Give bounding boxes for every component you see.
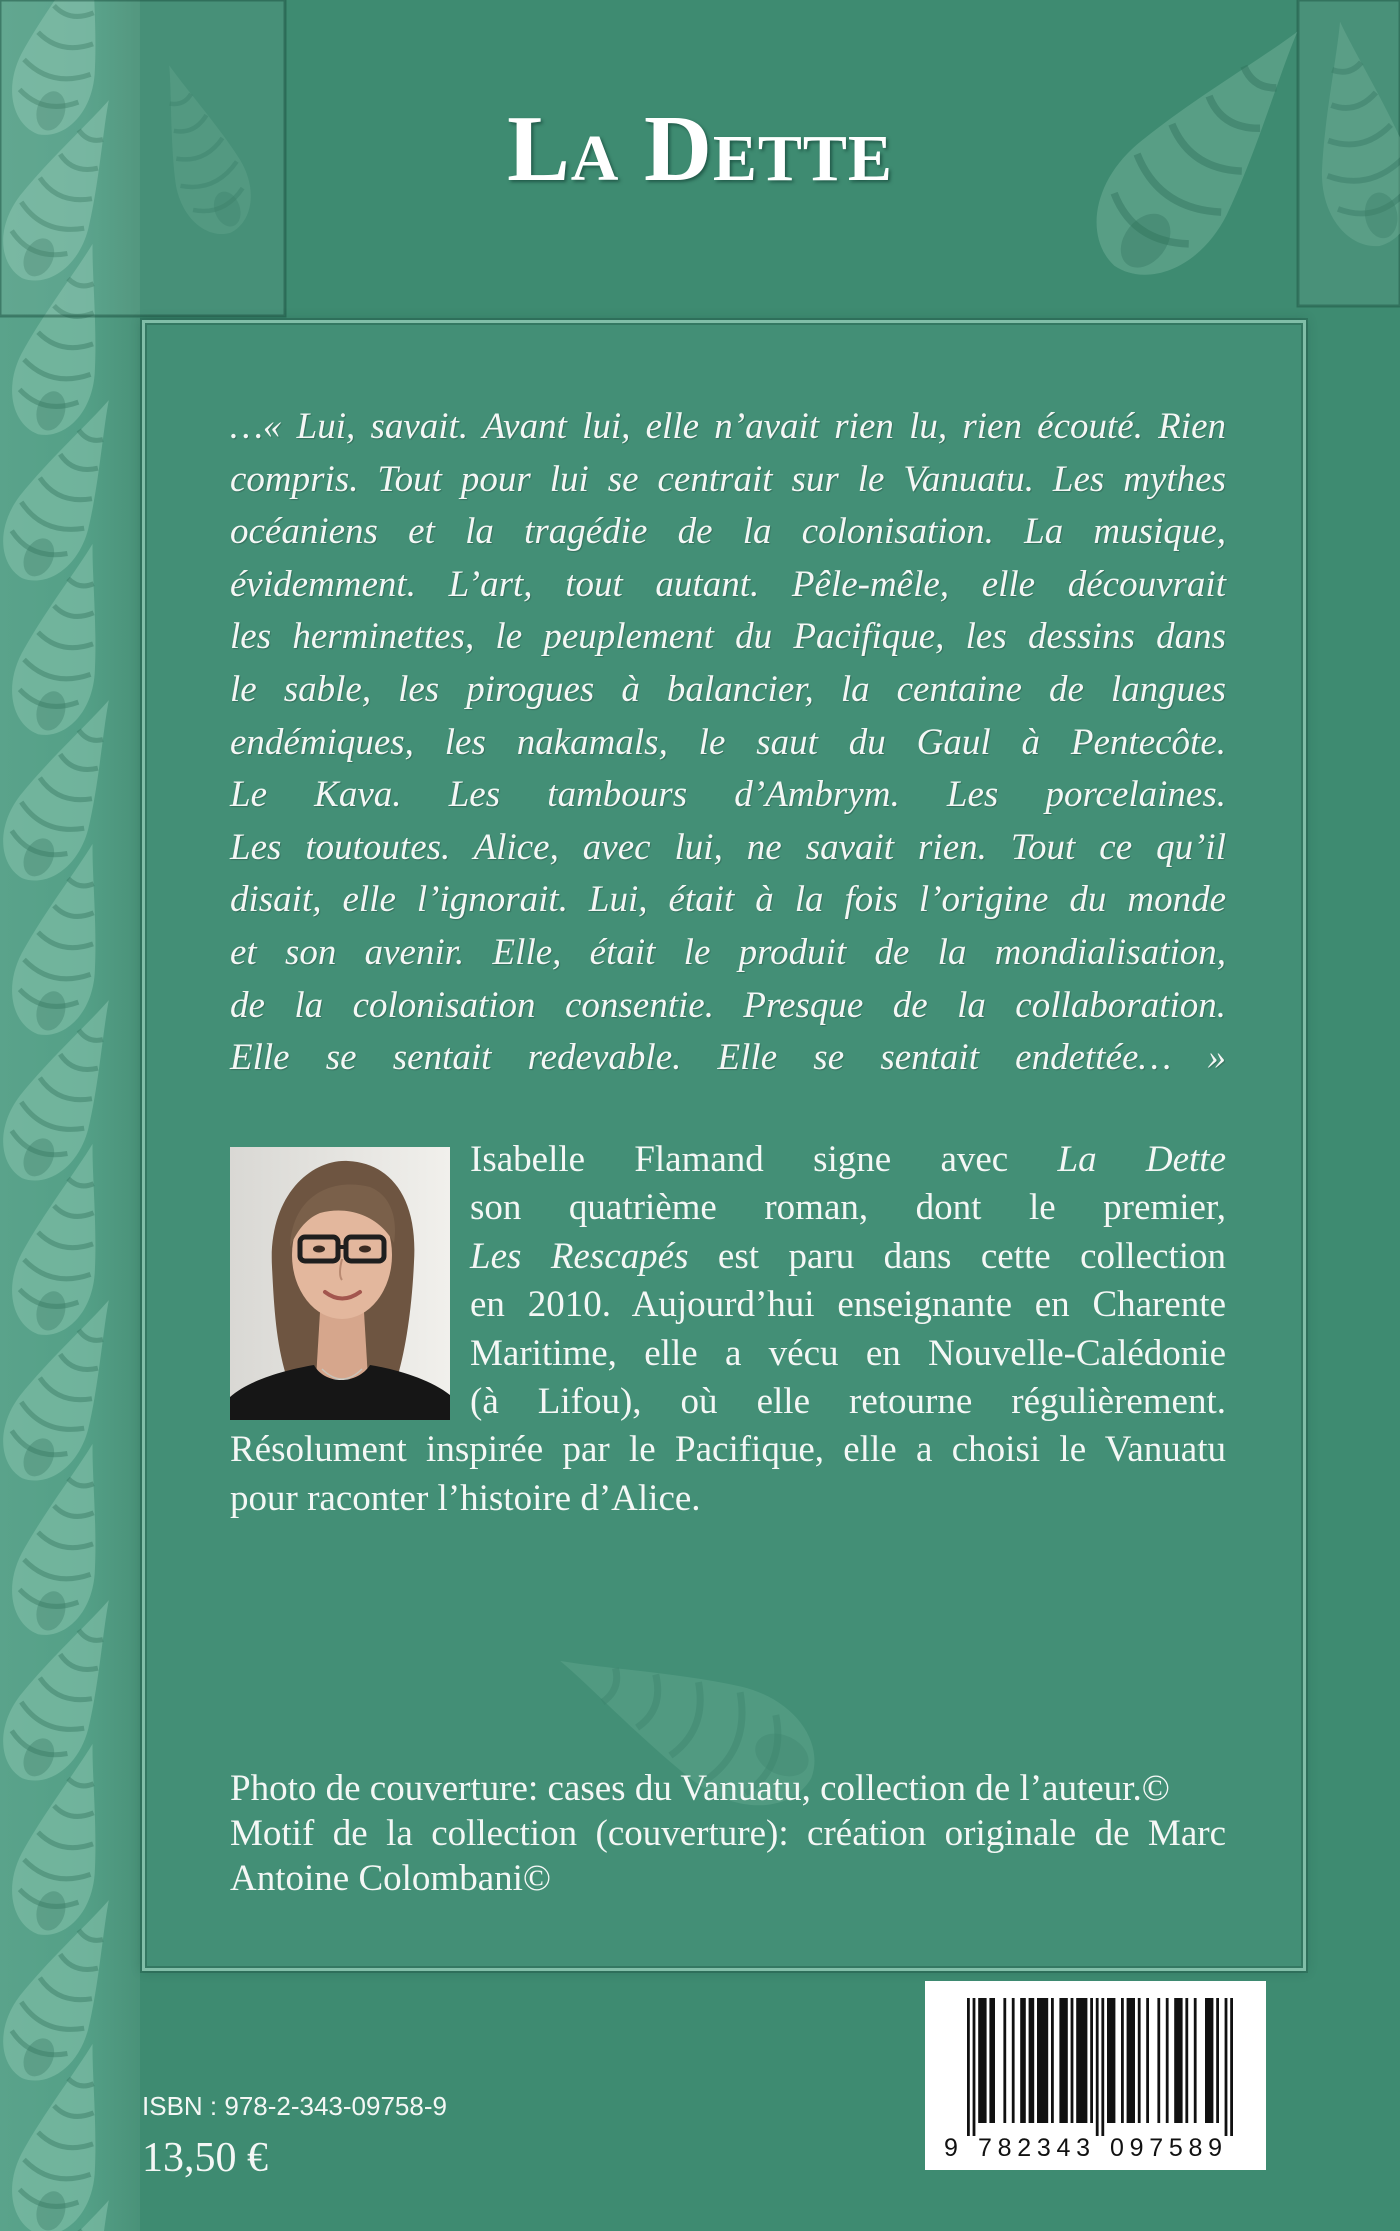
bio-text: est paru dans cette collection: [717, 1235, 1226, 1277]
barcode-bar: [973, 1998, 976, 2136]
bio-line: [230, 1426, 1226, 1474]
bio-line: [470, 1378, 1226, 1426]
quote-line: et son avenir. Elle, était le produit de la mondialisation,: [230, 931, 1226, 973]
author-photo: [230, 1147, 450, 1420]
barcode-bars: [967, 1998, 1233, 2136]
barcode-bar: [1146, 1998, 1149, 2123]
barcode-bar: [1059, 1998, 1067, 2123]
quote-line: …« Lui, savait. Avant lui, elle n’avait rien lu, rien écouté. Rien: [230, 406, 1226, 447]
quote-line: les herminettes, le peuplement du Pacifique, les dessins dans: [230, 616, 1226, 658]
barcode-bar: [1121, 1998, 1124, 2123]
quote-line: de la colonisation consentie. Presque de la collaboration.: [230, 984, 1226, 1026]
barcode-bar: [1029, 1998, 1035, 2123]
bio-text: pour raconter l’histoire d’Alice.: [230, 1477, 701, 1519]
barcode-bar: [1096, 1998, 1099, 2136]
bio-text: en 2010. Aujourd’hui enseignante en Charente: [470, 1284, 1226, 1326]
barcode-left-group: 782343: [978, 2134, 1090, 2162]
quote-line: compris. Tout pour lui se centrait sur le Vanuatu. Les mythes: [230, 458, 1226, 500]
bio-text: (à Lifou), où elle retourne régulièrement.: [470, 1380, 1226, 1422]
ean-barcode: [925, 1981, 1266, 2170]
bio-line: [470, 1233, 1226, 1281]
barcode-bar: [1051, 1998, 1054, 2123]
barcode-right-group: 097589: [1110, 2134, 1222, 2162]
quote-line: disait, elle l’ignorait. Lui, était à la fois l’origine du monde: [230, 879, 1226, 921]
barcode-bar: [1071, 1998, 1074, 2123]
bio-text: son quatrième roman, dont le premier,: [470, 1187, 1226, 1229]
photo-credit: Photo de couverture: cases du Vanuatu, collection de l’auteur.©: [230, 1767, 1170, 1809]
barcode-bar: [1174, 1998, 1182, 2123]
barcode-bar: [1090, 1998, 1093, 2123]
barcode-bar: [1127, 1998, 1135, 2123]
book-title-italic: Les Rescapés: [470, 1235, 689, 1277]
price: 13,50 €: [142, 2135, 268, 2181]
quote-line: endémiques, les nakamals, le saut du Gaul à Pentecôte.: [230, 721, 1226, 763]
bio-line: [470, 1281, 1226, 1329]
excerpt-quote: [230, 401, 1226, 1085]
bio-text: Résolument inspirée par le Pacifique, elle a choisi le Vanuatu: [230, 1429, 1226, 1471]
barcode-bar: [1205, 1998, 1213, 2123]
barcode-bar: [1225, 1998, 1228, 2136]
author-bio-continued: [230, 1426, 1226, 1523]
barcode-bar: [1230, 1998, 1233, 2136]
barcode-bar: [1003, 1998, 1006, 2123]
barcode-bar: [1138, 1998, 1141, 2123]
barcode-bar: [1101, 1998, 1104, 2136]
quote-line: Le Kava. Les tambours d’Ambrym. Les porcelaines.: [230, 774, 1226, 816]
bio-text: Isabelle Flamand signe avec: [470, 1139, 1009, 1180]
quote-line: océaniens et la tragédie de la colonisation. La musique,: [230, 511, 1226, 553]
barcode-lead-digit: 9: [944, 2134, 958, 2162]
book-title-italic: La Dette: [1057, 1139, 1226, 1180]
bio-line: [470, 1184, 1226, 1232]
quote-line: Les toutoutes. Alice, avec lui, ne savait rien. Tout ce qu’il: [230, 826, 1226, 868]
bio-line: [230, 1475, 1226, 1523]
motif-credit-line: Antoine Colombani©: [230, 1857, 552, 1899]
neck: [316, 1312, 368, 1379]
isbn-number: ISBN : 978-2-343-09758-9: [142, 2091, 447, 2121]
barcode-bar: [989, 1998, 995, 2123]
barcode-bar: [1157, 1998, 1160, 2123]
cover-credits: [230, 1766, 1226, 1901]
barcode-bar: [1020, 1998, 1026, 2123]
barcode-bar: [1012, 1998, 1015, 2123]
barcode-bar: [978, 1998, 986, 2123]
quote-line: Elle se sentait redevable. Elle se sentait endettée… »: [230, 1037, 1226, 1079]
bio-text: Maritime, elle a vécu en Nouvelle-Calédonie: [470, 1332, 1226, 1374]
barcode-bar: [1185, 1998, 1188, 2123]
barcode-graphic: [925, 1981, 1266, 2170]
barcode-bar: [1037, 1998, 1048, 2123]
barcode-bar: [1076, 1998, 1087, 2123]
barcode-bar: [1107, 1998, 1115, 2123]
quote-line: évidemment. L’art, tout autant. Pêle-mêle, elle découvrait: [230, 563, 1226, 605]
eye-right: [359, 1246, 371, 1253]
barcode-bar: [1194, 1998, 1197, 2123]
barcode-bar: [1166, 1998, 1169, 2123]
eye-left: [313, 1246, 325, 1253]
barcode-bar: [1216, 1998, 1219, 2123]
motif-credit-line: Motif de la collection (couverture): création originale de Marc: [230, 1812, 1226, 1854]
bio-line: [470, 1330, 1226, 1378]
quote-line: le sable, les pirogues à balancier, la centaine de langues: [230, 668, 1226, 710]
book-title: La Dette: [507, 97, 893, 201]
bio-line: [470, 1136, 1226, 1184]
author-bio: [470, 1136, 1226, 1426]
barcode-bar: [967, 1998, 970, 2136]
